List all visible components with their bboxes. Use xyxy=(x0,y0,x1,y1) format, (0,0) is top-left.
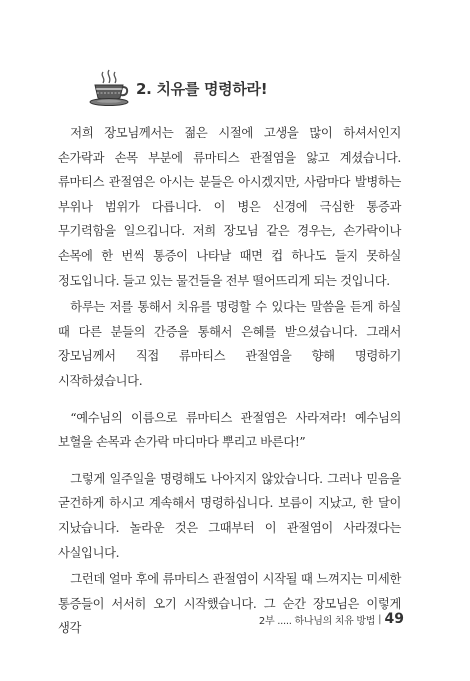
running-footer-section: 2부 ..... 하나님의 치유 방법 xyxy=(258,615,376,627)
footer-separator: | xyxy=(378,613,382,625)
section-heading xyxy=(88,68,267,108)
section-title: 2. 치유를 명령하라! xyxy=(136,79,268,98)
body-text xyxy=(58,121,401,641)
page-footer xyxy=(259,611,404,627)
paragraph: 하루는 저를 통해서 치유를 명령할 수 있다는 말씀을 듣게 하실 때 다른 분들의 간증을 통해서 은혜를 받으셨습니다. 그래서 장모님께서 직접 류마티스 관절염을 향해 명령하기 시작하셨습니다. xyxy=(58,300,401,388)
paragraph: 저희 장모님께서는 젊은 시절에 고생을 많이 하셔서인지 손가락과 손목 부분에 류마티스 관절염을 앓고 계셨습니다. 류마티스 관절염은 아시는 분들은 아시겠지만, 사람마다 발병하는 부위나 범위가 다릅니다. 이 병은 신경에 극심한 통증과 무기력함을 일으킵니다. 저희 장모님 같은 경우는, 손가락이나 손목에 한 번씩 통증이 나타날 때면 컵 하나도 들지 못하실 정도입니다. 들고 있는 물건들을 전부 떨어뜨리게 되는 것입니다. xyxy=(58,126,401,288)
page-number: 49 xyxy=(384,611,404,627)
teacup-icon xyxy=(88,68,130,108)
paragraph: 그렇게 일주일을 명령해도 나아지지 않았습니다. 그러나 믿음을 굳건하게 하시고 계속해서 명령하십니다. 보름이 지났고, 한 달이 지났습니다. 놀라운 것은 그때부터 이 관절염이 사라졌다는 사실입니다. xyxy=(58,471,401,560)
paragraph: 그런데 얼마 후에 류마티스 관절염이 시작될 때 느껴지는 미세한 통증들이 서서히 오기 시작했습니다. 그 순간 장모님은 이렇게 생각 xyxy=(58,572,401,636)
quote-paragraph: “예수님의 이름으로 류마티스 관절염은 사라져라! 예수님의 보혈을 손목과 손가락 마디마다 뿌리고 바른다!” xyxy=(58,410,401,450)
